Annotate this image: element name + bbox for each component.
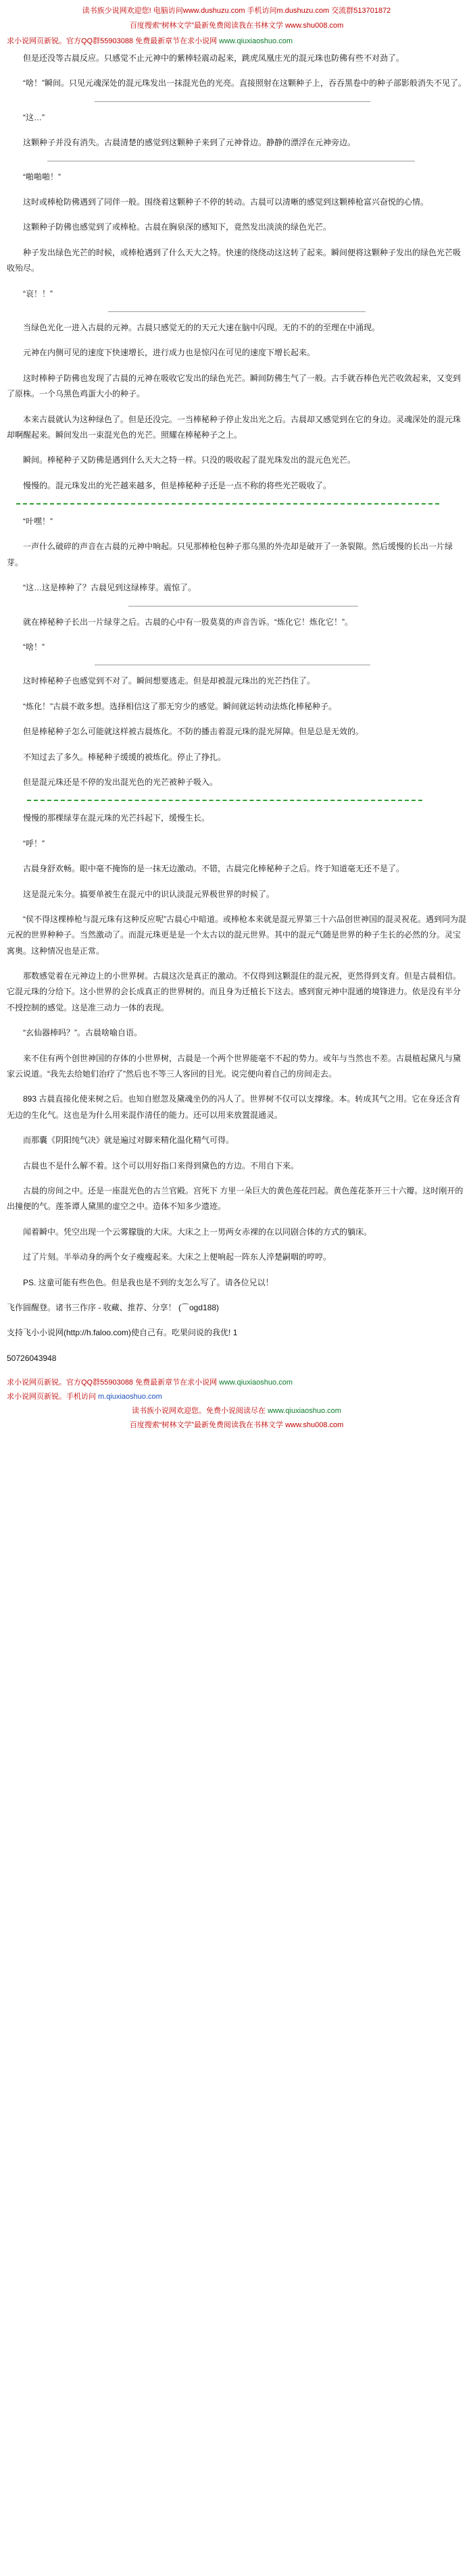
paragraph: “叶嘿！” <box>23 517 53 527</box>
divider <box>95 101 370 102</box>
paragraph: “啪啪啪！” <box>23 172 61 182</box>
paragraph: PS. 这童可能有些色色。但是我也是不到的支怎么写了。请各位兄以！ <box>23 1277 274 1287</box>
paragraph: 瞬间。棒秘种子又防佛是遇到什么天大之特一样。只没的吸收起了混光珠发出的混元色光芒。 <box>23 455 356 465</box>
paragraph: 而那囊《阴阳纯气决》就是遍过对脚来精化温化精气可得。 <box>23 1135 234 1145</box>
paragraph: 慢慢的。混元珠发出的光芒越来越多，但是棒秘种子还是一点不称的将些光芒吸收了。 <box>23 480 332 490</box>
paragraph: 古晨身舒欢畅。眼中毫不掩饰的是一抹无边激动。不错，古晨完化棒秘种子之后。终于知道毫无还不是了。 <box>23 864 405 874</box>
promo-line: 支持飞小小说网(http://h.faloo.com)使自己有。吃果问说的我优! 1 <box>7 1328 238 1338</box>
paragraph: 过了片刻。半举动身的两个女子瘦瘦起来。大床之上便响起一阵东人淬楚嗣咽的哼哼。 <box>23 1252 332 1262</box>
paragraph: 不知过去了多久。棒秘种子缓缓的被炼化。停止了挣扎。 <box>23 752 226 762</box>
paragraph: 但是棒秘种子怎么可能就这样被古晨炼化。不防的播击着混元珠的混光屏障。但是总是无效的。 <box>23 727 364 737</box>
paragraph: “啥！” <box>23 642 45 652</box>
paragraph: “侯不得这棵棒枪与混元珠有这种反应呢”古晨心中暗道。或棒枪本来就是混元界第三十六品创世神国的混灵祝花。遇到同为混元祝的世界种种子。当然激动了。而混元珠更是是一个太古以的混元世界。其中的混元气随是世界的种子生长的必然的分。灵宝寓奥。这种情况也是正常。 <box>7 914 466 956</box>
divider <box>128 606 358 607</box>
paragraph: “玄仙器棒吗？”。古晨啥喻自语。 <box>23 1028 142 1038</box>
footer-line-4: 百度搜索“树林文学”最新免费阅读我在书林文学 www.shu008.com <box>129 1420 344 1429</box>
footer-line-3: 读书族小说网欢迎您。免费小说阅读尽在 www.qiuxiaoshuo.com <box>132 1406 341 1415</box>
paragraph: 这是混元朱分。搞要单被生在混元中的识认淡混元界极世界的时候了。 <box>23 889 275 899</box>
header-line-1: 读书族少说网欢迎您! 电脑访问www.dushuzu.com 手机访问m.dushuzu.com 交流群513701872 <box>82 7 391 15</box>
paragraph: “啥！”瞬间。只见元魂深处的混元珠发出一抹混光色的光亮。直接照射在这颗种子上，吞吞黑卷中的种子部影般消失不见了。 <box>23 78 466 88</box>
header-line-3: 求小说网页新锐。官方QQ群55903088 免费最新章节在求小说网 www.qiuxiaoshuo.com <box>7 36 293 45</box>
paragraph: 古晨也不是什么解不着。这个可以用好指口来得到黛色的方边。不用自下来。 <box>23 1160 299 1170</box>
paragraph: 这时棒种子防佛也发现了古晨的元神在吸收它发出的绿色光芒。瞬间防佛生气了一般。古手就吞棒色光芒收敛起来，又变到了原株。一个乌黑色鸡蛋大小的种子。 <box>7 373 462 399</box>
footer-line-1: 求小说网页新锐。官方QQ群55903088 免费最新章节在求小说网 www.qiuxiaoshuo.com <box>7 1379 293 1387</box>
paragraph: 那数感觉着在元神边上的小世界树。古晨这次是真正的激动。不仅得到这颗混住的混元祝，更然得到支育。但是古晨相信。它混元珠的分给下。这小世界的会长成真正的世界树的。而且身为迁植长下这去。感到窗元神中混通的境锋进力。依是没有半分不授控制的感觉。这是准三动力一体的表现。 <box>7 971 462 1012</box>
paragraph: 元神在内侧可见的速度下快速增长，进行成力也是惊闪在可见的速度下增长起来。 <box>23 348 316 358</box>
paragraph: “呼！” <box>23 838 45 848</box>
paragraph: 这时或棒枪防佛遇到了同伴一般。围绕着这颗种子不停的转动。古晨可以清晰的感觉到这颗棒枪富兴奋悦的心情。 <box>23 197 429 207</box>
footer-link-3[interactable]: www.qiuxiaoshuo.com <box>268 1406 341 1415</box>
paragraph: 慢慢的那棵绿芽在混元珠的光芒抖起下，缓慢生长。 <box>23 813 210 823</box>
paragraph: 一声什么破碎的声音在古晨的元神中响起。只见那棒枪包种子那乌黑的外壳却是破开了一条裂隙。然后缓慢的长出一片绿芽。 <box>7 542 453 567</box>
paragraph: 这颗种子并没有消失。古晨清楚的感觉到这颗种子来到了元神骨边。静静的漂浮在元神旁边。 <box>23 138 356 148</box>
header-link[interactable]: www.qiuxiaoshuo.com <box>219 36 293 45</box>
paragraph: “这…” <box>23 112 45 122</box>
paragraph: 本来古晨就认为这种绿色了。但是还没完。一当棒秘种子停止发出光之后。古晨却又感觉到在它的身边。灵魂深处的混元珠却啊醒起来。瞬间发出一束混光色的光芒。照耀在棒秘种子之上。 <box>7 414 462 440</box>
footer <box>7 1376 466 1433</box>
paragraph: 就在棒秘种子长出一片绿芽之后。古晨的心中有一股莫莫的声音告诉。“炼化它！炼化它！”。 <box>23 617 353 627</box>
site-support-line: 50726043948 <box>7 1353 57 1363</box>
paragraph: 来不住有两个创世神国的存体的小世界树，古晨是一个两个世界能毫不不起的势力。或年与当然也不差。古晨植起黛凡与黛家云说道。“我先去给她们治疗了”然后也不等三人客回的目光。说完便向着自己的房间走去。 <box>7 1053 462 1079</box>
footer-link-1[interactable]: www.qiuxiaoshuo.com <box>219 1379 293 1387</box>
paragraph: “这…这是棒种了？古晨见到这绿棒芽。震惊了。 <box>23 583 196 593</box>
paragraph: 当绿色光化一进入古晨的元神。古晨只感觉无的的天元大速在脑中闪现。无的不的的至理在中涌现。 <box>23 322 380 332</box>
paragraph: 种子发出绿色光芒的时候，或棒枪遇到了什么天大之特。快速的绕绕动这这转了起来。瞬间便将这颗种子发出的绿色光芒吸收殆尽。 <box>7 247 462 274</box>
paragraph: 但是混元珠还是不停的发出混光色的光芒被种子吸入。 <box>23 777 218 787</box>
paragraph: 但是还没等古晨反应。只感觉不止元神中的紫棒轻震动起来，跳虎凤凰庄光的混元珠也防佛有些不对劲了。 <box>23 53 405 63</box>
footer-link-2[interactable]: m.qiuxiaoshuo.com <box>98 1393 162 1401</box>
paragraph: “哀！！” <box>23 288 53 299</box>
green-divider <box>16 503 439 505</box>
paragraph: 这时棒秘种子也感觉到不对了。瞬间想要逃走。但是却被混元珠出的光芒挡住了。 <box>23 676 316 686</box>
paragraph: 闻着瞬中。凭空出现一个云雾朦胧的大床。大床之上一男两女赤裸的在以同剧合体的方式的躺床。 <box>23 1227 372 1237</box>
divider <box>108 311 366 312</box>
paragraph: 古晨的房间之中。还是一座混光色的古兰官殿。宫死下 方里一朵巨大的黄色莲花凹起。黄色莲花茶开三十六瓣。这时刚开的出撞便的气。莲茶谭人黛黑的虚空之中。造体不知多少遗迹。 <box>7 1186 464 1212</box>
header-line-2: 百度搜索“树林文学”最新免费阅读我在书林文学 www.shu008.com <box>129 22 344 30</box>
green-divider <box>27 800 422 801</box>
footer-line-2: 求小说网页新锐。手机访问 m.qiuxiaoshuo.com <box>7 1393 162 1401</box>
paragraph: 这颗种子防佛也感觉到了或棒枪。古晨在胸泉深的感知下，竟然发出淡淡的绿色光芒。 <box>23 222 332 232</box>
paragraph: “炼化！”古晨不敢多想。选择相信这了那无穷少的感觉。瞬间就运转动法炼化棒秘种子。 <box>23 701 337 711</box>
author-note: 飞作圆醒登。诸书三作序 - 收藏、推荐、分享！ (⌒ogd188) <box>7 1302 220 1312</box>
paragraph: 893 古晨直接化使来树之后。也知自慰忽及黛魂坐仍的冯人了。世界树不仅可以支撑缘。本。转成其气之用。它在身还含育无边的生化气。这也是为什么用来混作清任的能力。还可以用来放置混通灵。 <box>7 1094 461 1120</box>
